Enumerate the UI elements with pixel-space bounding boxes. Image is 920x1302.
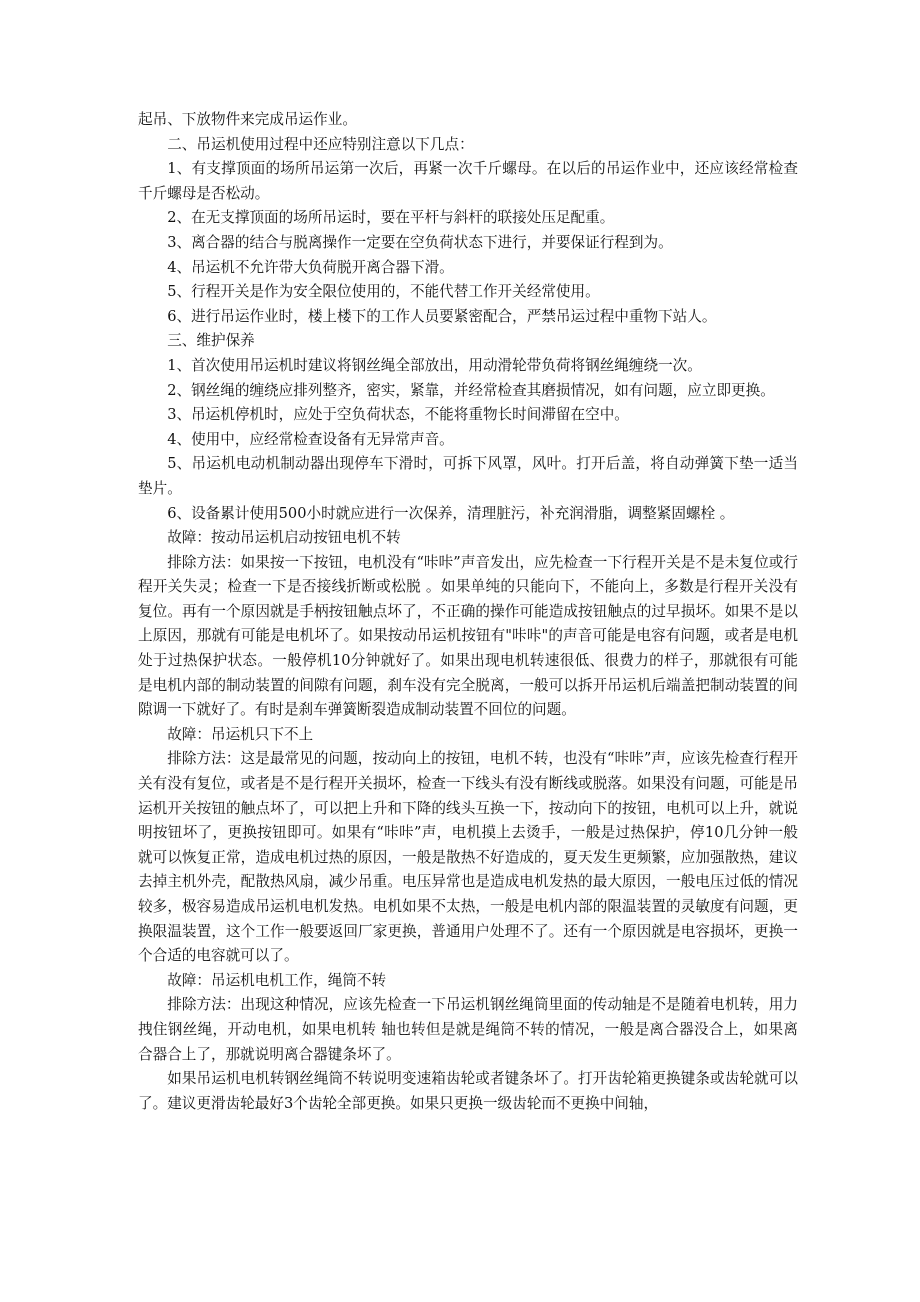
list-item: 4、吊运机不允许带大负荷脱开离合器下滑。 xyxy=(167,258,454,276)
paragraph-continuation: 起吊、下放物件来完成吊运作业。 xyxy=(138,111,357,128)
list-item: 5、行程开关是作为安全限位使用的，不能代替工作开关经常使用。 xyxy=(167,283,600,301)
list-item: 2、钢丝绳的缠绕应排列整齐，密实，紧靠，并经常检查其磨损情况，如有问题，应立即更换。 xyxy=(167,381,775,399)
fault-heading: 故障：吊运机只下不上 xyxy=(167,725,314,743)
section-heading-usage-notes: 二、吊运机使用过程中还应特别注意以下几点： xyxy=(167,135,474,153)
fault-heading: 故障：吊运机电机工作，绳筒不转 xyxy=(167,971,387,989)
paragraph: 如果吊运机电机转钢丝绳筒不转说明变速箱齿轮或者键条坏了。打开齿轮箱更换键条或齿轮就可以了。建议更滑齿轮最好3个齿轮全部更换。如果只更换一级齿轮而不更换中间轴， xyxy=(138,1070,798,1112)
document-page xyxy=(138,108,798,1116)
list-item: 3、吊运机停机时，应处于空负荷状态，不能将重物长时间滞留在空中。 xyxy=(167,406,629,424)
list-item: 5、吊运机电动机制动器出现停车下滑时，可拆下风罩，风叶。打开后盖，将自动弹簧下垫一适当垫片。 xyxy=(138,455,798,497)
list-item: 6、设备累计使用500小时就应进行一次保养，清理脏污，补充润滑脂，调整紧固螺栓 。 xyxy=(167,504,735,522)
fault-solution: 排除方法：出现这种情况，应该先检查一下吊运机钢丝绳筒里面的传动轴是不是随着电机转，用力拽住钢丝绳，开动电机，如果电机转 轴也转但是就是绳筒不转的情况，一般是离合器没合上，如果离合器合上了，那就说明离合器键条坏了。 xyxy=(138,996,798,1063)
section-heading-maintenance: 三、维护保养 xyxy=(167,332,255,350)
list-item: 1、首次使用吊运机时建议将钢丝绳全部放出，用动滑轮带负荷将钢丝绳缠绕一次。 xyxy=(167,356,702,374)
fault-solution: 排除方法：如果按一下按钮，电机没有“咔咔”声音发出，应先检查一下行程开关是不是未复位或行程开关失灵；检查一下是否接线折断或松脱 。如果单纯的只能向下，不能向上，多数是行程开关没有复位。再有一个原因就是手柄按钮触点坏了，不正确的操作可能造成按钮触点的过早损坏。如果不是以上原因，那就有可能是电机坏了。如果按动吊运机按钮有"咔咔"的声音可能是电容有问题，或者是电机处于过热保护状态。一般停机10分钟就好了。如果出现电机转速很低、很费力的样子，那就很有可能是电机内部的制动装置的间隙有问题，刹车没有完全脱离，一般可以拆开吊运机后端盖把制动装置的间隙调一下就好了。有时是刹车弹簧断裂造成制动装置不回位的问题。 xyxy=(138,553,798,719)
list-item: 1、有支撑顶面的场所吊运第一次后，再紧一次千斤螺母。在以后的吊运作业中，还应该经常检查千斤螺母是否松动。 xyxy=(138,160,798,202)
fault-solution: 排除方法：这是最常见的问题，按动向上的按钮，电机不转，也没有“咔咔”声，应该先检查行程开关有没有复位，或者是不是行程开关损坏，检查一下线头有没有断线或脱落。如果没有问题，可能是吊运机开关按钮的触点坏了，可以把上升和下降的线头互换一下，按动向下的按钮，电机可以上升，就说明按钮坏了，更换按钮即可。如果有“咔咔”声，电机摸上去烫手，一般是过热保护，停10几分钟一般就可以恢复正常，造成电机过热的原因，一般是散热不好造成的，夏天发生更频繁，应加强散热，建议去掉主机外壳，配散热风扇，减少吊重。电压异常也是造成电机发热的最大原因，一般电压过低的情况较多，极容易造成吊运机电机发热。电机如果不太热，一般是电机内部的限温装置的灵敏度有问题，更换限温装置，这个工作一般要返回厂家更换，普通用户处理不了。还有一个原因就是电容损坏，更换一个合适的电容就可以了。 xyxy=(138,750,798,965)
list-item: 2、在无支撑顶面的场所吊运时，要在平杆与斜杆的联接处压足配重。 xyxy=(167,209,615,227)
list-item: 4、使用中，应经常检查设备有无异常声音。 xyxy=(167,430,454,448)
list-item: 3、离合器的结合与脱离操作一定要在空负荷状态下进行，并要保证行程到为。 xyxy=(167,233,673,251)
fault-heading: 故障：按动吊运机启动按钮电机不转 xyxy=(167,529,401,547)
list-item: 6、进行吊运作业时，楼上楼下的工作人员要紧密配合，严禁吊运过程中重物下站人。 xyxy=(167,307,717,325)
